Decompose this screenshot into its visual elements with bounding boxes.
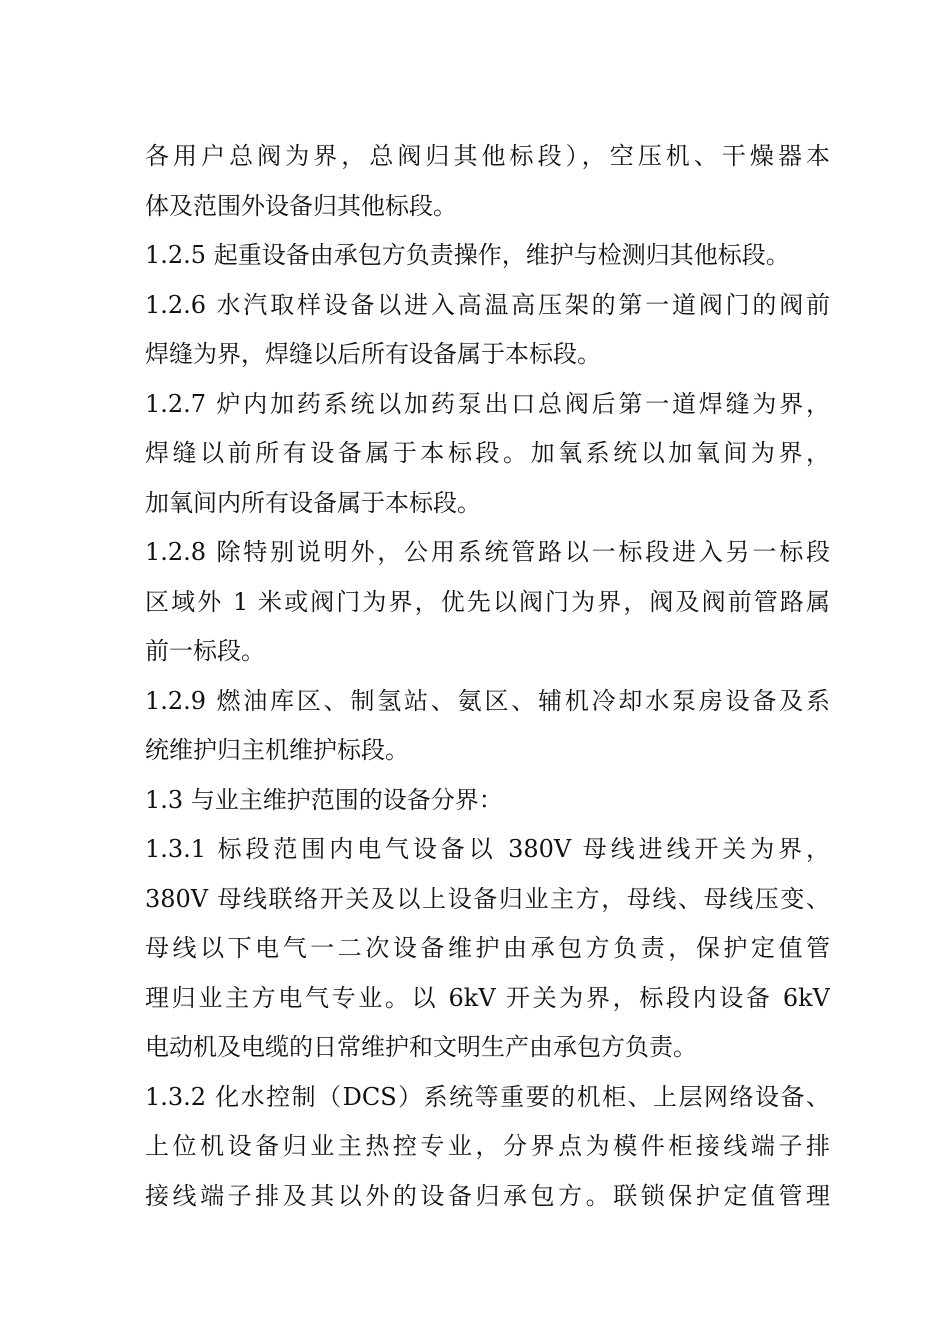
text-line: 接线端子排及其以外的设备归承包方。联锁保护定值管理 — [145, 1181, 830, 1210]
text-line: 焊缝为界，焊缝以后所有设备属于本标段。 — [145, 340, 601, 368]
text-line: 母线以下电气一二次设备维护由承包方负责，保护定值管 — [145, 934, 830, 962]
text-line: 380V 母线联络开关及以上设备归业主方，母线、母线压变、 — [145, 884, 830, 913]
text-line: 电动机及电缆的日常维护和文明生产由承包方负责。 — [145, 1033, 697, 1061]
text-line: 焊缝以前所有设备属于本标段。加氧系统以加氧间为界， — [145, 439, 830, 467]
text-line: 1.3.2 化水控制（DCS）系统等重要的机柜、上层网络设备、 — [145, 1082, 830, 1111]
text-line: 各用户总阀为界，总阀归其他标段），空压机、干燥器本 — [145, 142, 830, 170]
text-line: 1.2.7 炉内加药系统以加药泵出口总阀后第一道焊缝为界， — [145, 389, 830, 418]
text-line: 统维护归主机维护标段。 — [145, 736, 409, 764]
text-line: 1.2.5 起重设备由承包方负责操作，维护与检测归其他标段。 — [145, 241, 790, 269]
text-line: 1.2.6 水汽取样设备以进入高温高压架的第一道阀门的阀前 — [145, 290, 830, 319]
text-line: 加氧间内所有设备属于本标段。 — [145, 488, 481, 517]
text-line: 1.2.9 燃油库区、制氢站、氨区、辅机冷却水泵房设备及系 — [145, 686, 830, 715]
text-line: 区域外 1 米或阀门为界，优先以阀门为界，阀及阀前管路属 — [145, 587, 830, 616]
text-line: 上位机设备归业主热控专业，分界点为模件柜接线端子排 — [145, 1132, 830, 1160]
text-line: 1.2.8 除特别说明外，公用系统管路以一标段进入另一标段 — [145, 538, 830, 566]
text-line: 前一标段。 — [145, 637, 265, 665]
text-line: 体及范围外设备归其他标段。 — [145, 191, 457, 220]
body-text — [145, 132, 830, 1221]
text-line: 理归业主方电气专业。以 6kV 开关为界，标段内设备 6kV — [145, 983, 830, 1012]
text-line: 1.3.1 标段范围内电气设备以 380V 母线进线开关为界， — [145, 835, 830, 863]
text-line: 1.3 与业主维护范围的设备分界： — [145, 785, 503, 814]
